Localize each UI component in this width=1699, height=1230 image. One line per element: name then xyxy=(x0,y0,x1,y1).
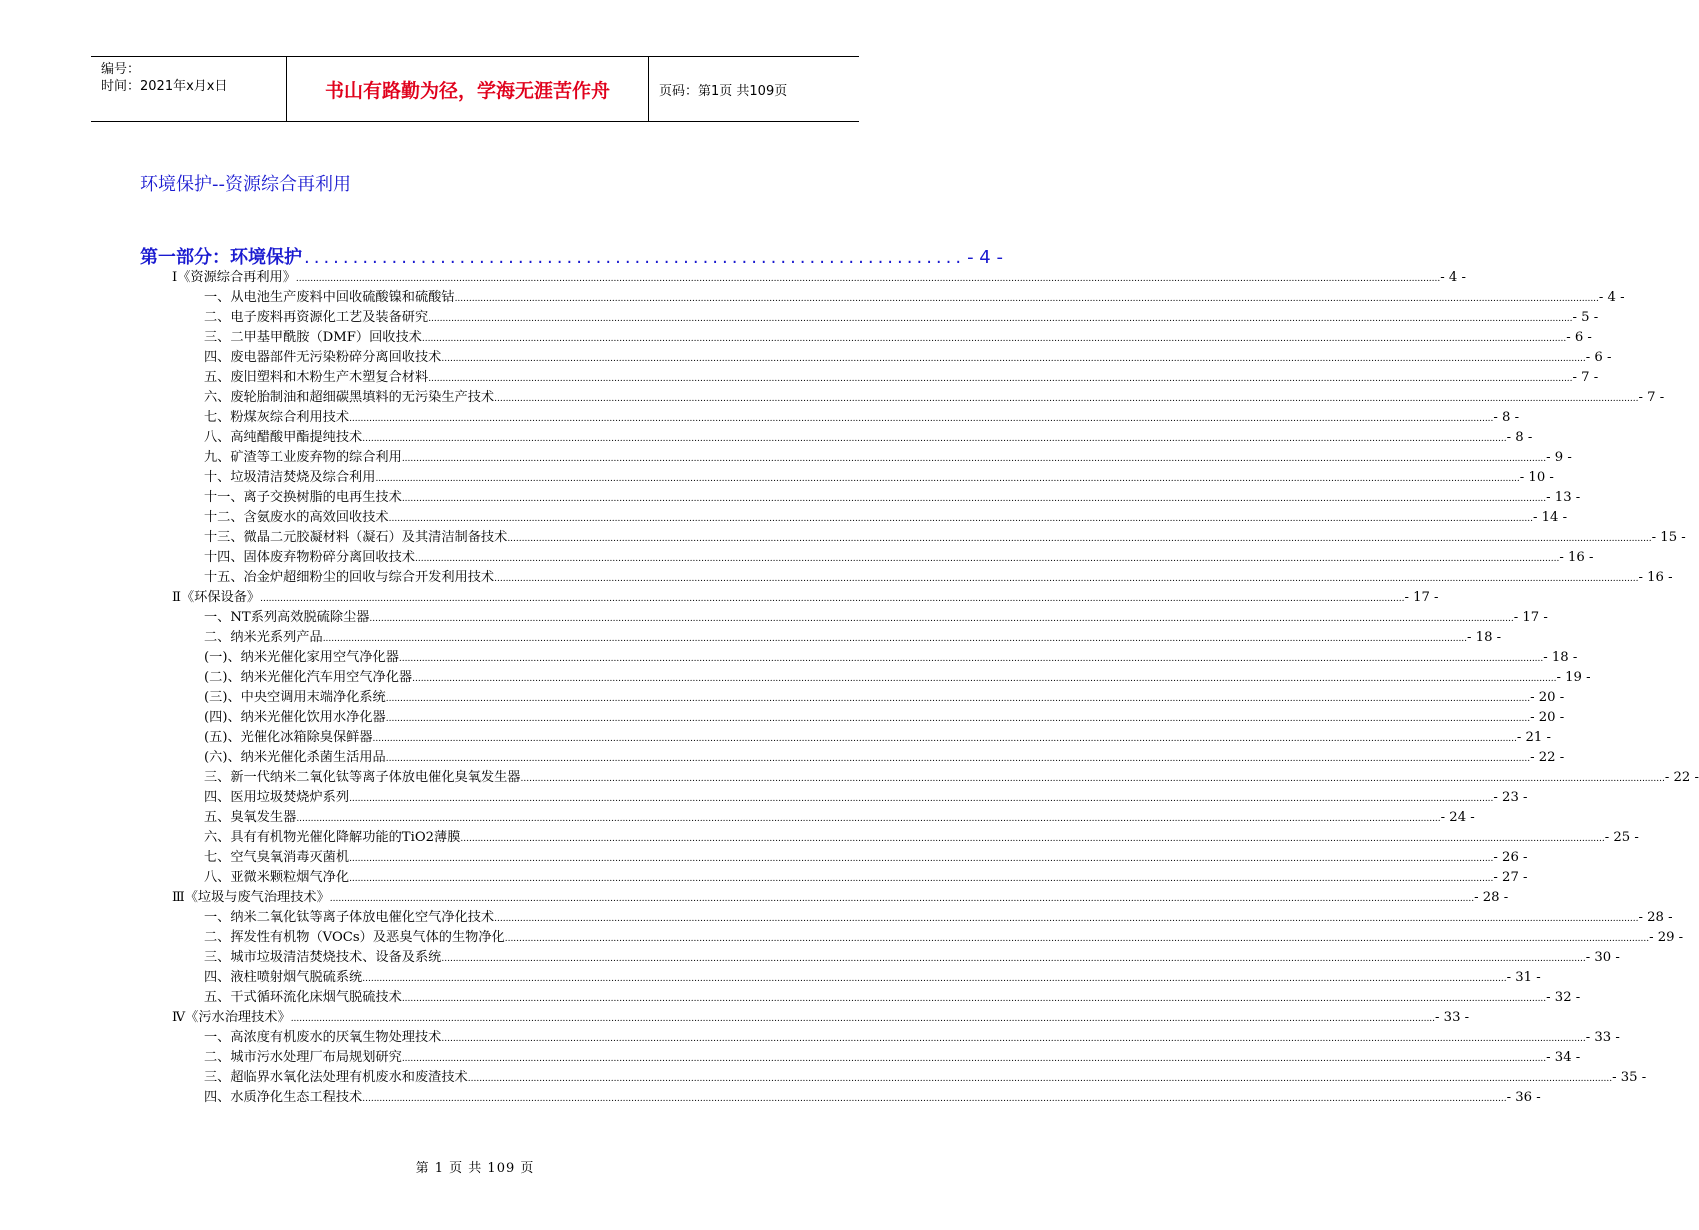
toc-entry-label: 三、新一代纳米二氧化钛等离子体放电催化臭氧发生器 xyxy=(204,770,521,785)
leader-dots: ................................................................................................................................................................................................................................................................................................................................................................................................................ xyxy=(441,954,1586,964)
page-info: 页码：第1页 共109页 xyxy=(659,83,788,99)
toc-entry[interactable] xyxy=(204,968,1541,988)
toc-entry-label: 四、水质净化生态工程技术 xyxy=(204,1090,363,1105)
toc-entry[interactable] xyxy=(204,508,1568,528)
toc-entry[interactable] xyxy=(204,828,1639,848)
toc-entry-page: - 14 - xyxy=(1532,510,1568,525)
toc-entry-page: - 17 - xyxy=(1404,590,1439,605)
leader-dots: ................................................................................................................................................................................................................................................................................................................................................................................................................ xyxy=(362,434,1507,444)
toc-entry[interactable] xyxy=(172,588,1439,608)
toc-entry-page: - 33 - xyxy=(1585,1030,1620,1045)
toc-entry-page: - 13 - xyxy=(1546,490,1581,505)
leader-dots: ................................................................................................................................................................................................................................................................................................................................................................................................................ xyxy=(349,794,1494,804)
leader-dots: ................................................................................................................................................................................................................................................................................................................................................................................................................ xyxy=(385,754,1531,764)
toc-entry[interactable] xyxy=(204,1048,1581,1068)
toc-entry-label: 十、垃圾清洁焚烧及综合利用 xyxy=(204,470,376,485)
toc-entry-page: - 22 - xyxy=(1530,750,1565,765)
leader-dots: ................................................................................................................................................................................................................................................................................................................................................................................................................ xyxy=(290,1014,1436,1024)
leader-dots: ................................................................................................................................................................................................................................................................................................................................................................................................................ xyxy=(454,294,1599,304)
toc-entry-page: - 7 - xyxy=(1572,370,1599,385)
toc-entry[interactable] xyxy=(204,528,1686,548)
toc-entry-label: Ⅱ《环保设备》 xyxy=(172,590,261,605)
leader-dots: ................................................................................................................................................................................................................................................................................................................................................................................................................ xyxy=(401,494,1547,504)
leader-dots: ................................................................................................................................................................................................................................................................................................................................................................................................................ xyxy=(349,874,1494,884)
header-meta-cell xyxy=(91,57,287,121)
leader-dots: ................................................................................................................................................................................................................................................................................................................................................................................................................ xyxy=(362,974,1507,984)
leader-dots: ................................................................................................................................................................................................................................................................................................................................................................................................................ xyxy=(401,1054,1547,1064)
toc-entry-label: 八、高纯醋酸甲酯提纯技术 xyxy=(204,430,363,445)
toc-entry-label: 一、NT系列高效脱硫除尘器 xyxy=(204,610,370,625)
toc-entry[interactable] xyxy=(204,868,1528,888)
toc-entry-label: Ⅲ《垃圾与废气治理技术》 xyxy=(172,890,330,905)
part-page: - 4 - xyxy=(967,247,1003,268)
number-label: 编号： xyxy=(101,62,141,77)
toc-entry[interactable] xyxy=(204,388,1665,408)
toc-entry-page: - 7 - xyxy=(1638,390,1665,405)
toc-entry-label: 十四、固体废弃物粉碎分离回收技术 xyxy=(204,550,415,565)
toc-entry-page: - 9 - xyxy=(1546,450,1572,465)
toc-entry-page: - 5 - xyxy=(1572,310,1599,325)
toc-entry-label: 二、电子废料再资源化工艺及装备研究 xyxy=(204,310,429,325)
toc-entry-page: - 32 - xyxy=(1546,990,1581,1005)
toc-entry-page: - 23 - xyxy=(1493,790,1528,805)
toc-entry[interactable] xyxy=(172,1008,1470,1028)
toc-entry[interactable] xyxy=(204,408,1520,428)
toc-entry[interactable] xyxy=(204,1028,1620,1048)
leader-dots: ................................................................................................................................................................................................................................................................................................................................................................................................................ xyxy=(415,554,1560,564)
toc-entry-page: - 35 - xyxy=(1612,1070,1647,1085)
leader-dots: ................................................................................................................................................................................................................................................................................................................................................................................................................ xyxy=(428,374,1573,384)
toc-entry-label: 一、高浓度有机废水的厌氧生物处理技术 xyxy=(204,1030,442,1045)
toc-entry[interactable] xyxy=(204,788,1528,808)
leader-dots: ................................................................................................................................................................................................................................................................................................................................................................................................................ xyxy=(388,514,1533,524)
leader-dots: ................................................................................................................................................................................................................................................................................................................................................................................................................ xyxy=(412,674,1557,684)
toc-entry[interactable] xyxy=(204,448,1572,468)
toc-entry-page: - 28 - xyxy=(1638,910,1673,925)
toc-entry-label: Ⅰ《资源综合再利用》 xyxy=(172,270,296,285)
toc-entry-label: (六)、纳米光催化杀菌生活用品 xyxy=(204,750,386,765)
toc-entry-label: 四、废电器部件无污染粉碎分离回收技术 xyxy=(204,350,442,365)
toc-entry-page: - 28 - xyxy=(1474,890,1509,905)
toc-entry-page: - 21 - xyxy=(1516,730,1551,745)
leader-dots: ................................................................................................................................................................................................................................................................................................................................................................................................................ xyxy=(467,1074,1613,1084)
toc-entry[interactable] xyxy=(204,288,1625,308)
toc-entry-label: 四、医用垃圾焚烧炉系列 xyxy=(204,790,350,805)
toc-entry-page: - 20 - xyxy=(1530,690,1565,705)
toc-entry-label: (五)、光催化冰箱除臭保鲜器 xyxy=(204,730,373,745)
toc-entry[interactable] xyxy=(204,1068,1647,1088)
toc-entry-page: - 24 - xyxy=(1440,810,1475,825)
toc-entry[interactable] xyxy=(204,768,1699,788)
toc-entry[interactable] xyxy=(204,948,1620,968)
toc-entry-label: 十三、微晶二元胶凝材料（凝石）及其清洁制备技术 xyxy=(204,530,508,545)
leader-dots: ................................................................................................................................................................................................................................................................................................................................................................................................................ xyxy=(401,994,1547,1004)
toc-entry[interactable] xyxy=(204,568,1673,588)
toc-entry-label: 十五、冶金炉超细粉尘的回收与综合开发利用技术 xyxy=(204,570,495,585)
leader-dots: ................................................................................................................................................................................................................................................................................................................................................................................................................ xyxy=(494,394,1639,404)
toc-entry[interactable] xyxy=(204,908,1673,928)
toc-entry[interactable] xyxy=(204,1088,1541,1108)
toc-entry-label: 十一、离子交换树脂的电再生技术 xyxy=(204,490,402,505)
toc-entry[interactable] xyxy=(204,648,1578,668)
toc-entry-page: - 6 - xyxy=(1566,330,1592,345)
toc-entry-label: 一、纳米二氧化钛等离子体放电催化空气净化技术 xyxy=(204,910,495,925)
toc-entry-label: 五、臭氧发生器 xyxy=(204,810,297,825)
toc-entry-label: (三)、中央空调用末端净化系统 xyxy=(204,690,386,705)
toc-entry[interactable] xyxy=(204,428,1533,448)
toc-entry-page: - 34 - xyxy=(1546,1050,1581,1065)
toc-entry-label: 二、城市污水处理厂布局规划研究 xyxy=(204,1050,402,1065)
leader-dots: ................................................................................................................................................................................................................................................................................................................................................................................................................ xyxy=(504,934,1650,944)
leader-dots: ................................................................................................................................................................................................................................................................................................................................................................................................................ xyxy=(295,274,1441,284)
toc-entry-label: 八、亚微米颗粒烟气净化 xyxy=(204,870,350,885)
toc-entry-label: 十二、含氨废水的高效回收技术 xyxy=(204,510,389,525)
leader-dots: ................................................................................................................................................................................................................................................................................................................................................................................................................ xyxy=(398,654,1544,664)
toc-entry[interactable] xyxy=(204,728,1551,748)
toc-entry-label: 一、从电池生产废料中回收硫酸镍和硫酸钴 xyxy=(204,290,455,305)
toc-entry-page: - 25 - xyxy=(1604,830,1639,845)
toc-entry-label: (二)、纳米光催化汽车用空气净化器 xyxy=(204,670,413,685)
toc-entry-label: 三、超临界水氧化法处理有机废水和废渣技术 xyxy=(204,1070,468,1085)
toc-entry[interactable] xyxy=(204,548,1594,568)
toc-entry[interactable] xyxy=(204,708,1565,728)
leader-dots: ................................................................................................................................................................................................................................................................................................................................................................................................................ xyxy=(349,854,1494,864)
toc-entry-label: 三、二甲基甲酰胺（DMF）回收技术 xyxy=(204,330,422,345)
leader-dots: ................................................................................................................................................................................................................................................................................................................................................................................................................ xyxy=(441,1034,1586,1044)
toc-entry[interactable] xyxy=(204,308,1599,328)
toc-entry-page: - 4 - xyxy=(1598,290,1625,305)
leader-dots: ................................................................................................................................................................................................................................................................................................................................................................................................................ xyxy=(494,914,1639,924)
toc-entry[interactable] xyxy=(204,688,1565,708)
toc-entry-page: - 22 - xyxy=(1664,770,1699,785)
toc-entry[interactable] xyxy=(204,748,1565,768)
leader-dots: ................................................................................................................................................................................................................................................................................................................................................................................................................ xyxy=(428,314,1573,324)
leader-dots: ................................................................................................................................................................................................................................................................................................................................................................................................................ xyxy=(375,474,1520,484)
toc-entry-page: - 31 - xyxy=(1506,970,1541,985)
toc-entry-label: 四、液柱喷射烟气脱硫系统 xyxy=(204,970,363,985)
toc-entry-page: - 8 - xyxy=(1506,430,1533,445)
toc-entry-label: 六、废轮胎制油和超细碳黑填料的无污染生产技术 xyxy=(204,390,495,405)
toc-entry-label: 二、挥发性有机物（VOCs）及恶臭气体的生物净化 xyxy=(204,930,505,945)
toc-entry-label: 七、空气臭氧消毒灭菌机 xyxy=(204,850,350,865)
toc-entry[interactable] xyxy=(204,348,1612,368)
toc-entry-label: 九、矿渣等工业废弃物的综合利用 xyxy=(204,450,402,465)
toc-entry-label: 五、废旧塑料和木粉生产木塑复合材料 xyxy=(204,370,429,385)
toc-entry-page: - 15 - xyxy=(1651,530,1686,545)
part-label: 第一部分：环境保护 xyxy=(140,247,302,268)
time-label: 时间：2021年x月x日 xyxy=(101,79,228,94)
toc-entry-page: - 16 - xyxy=(1559,550,1594,565)
header-table xyxy=(91,56,859,122)
leader-dots: ................................................................................................................................................................................................................................................................................................................................................................................................................ xyxy=(520,774,1665,784)
toc-entry[interactable] xyxy=(204,988,1581,1008)
page-footer: 第 1 页 共 109 页 xyxy=(415,1161,535,1176)
toc-entry-page: - 18 - xyxy=(1467,630,1502,645)
leader-dots: ................................................................................................................................................................................................................................................................................................................................................................................................................ xyxy=(460,834,1605,844)
toc-entry-label: 二、纳米光系列产品 xyxy=(204,630,323,645)
toc-entry-label: (一)、纳米光催化家用空气净化器 xyxy=(204,650,399,665)
leader-dots: ................................................................................................................................................................................................................................................................................................................................................................................................................ xyxy=(507,534,1652,544)
toc-entry-label: (四)、纳米光催化饮用水净化器 xyxy=(204,710,386,725)
toc-entry[interactable] xyxy=(204,488,1581,508)
leader-dots: ................................................................................................................................................................................................................................................................................................................................................................................................................ xyxy=(441,354,1586,364)
toc-entry[interactable] xyxy=(204,668,1591,688)
toc-entry[interactable] xyxy=(204,468,1554,488)
leader-dots: ................................................................................................................................................................................................................................................................................................................................................................................................................ xyxy=(372,734,1517,744)
leader-dots: ................................................................................................................................................................................................................................................................................................................................................................................................................ xyxy=(322,634,1468,644)
leader-dots: ................................................................................................................................................................................................................................................................................................................................................................................................................ xyxy=(296,814,1441,824)
toc-entry-page: - 20 - xyxy=(1530,710,1565,725)
toc-entry-label: 五、干式循环流化床烟气脱硫技术 xyxy=(204,990,402,1005)
toc-entry-page: - 30 - xyxy=(1585,950,1620,965)
leader-dots: ................................................................................................................................................................................................................................................................................................................................................................................................................ xyxy=(421,334,1567,344)
toc-entry-label: 七、粉煤灰综合利用技术 xyxy=(204,410,350,425)
toc-entry-page: - 36 - xyxy=(1506,1090,1541,1105)
toc-entry-page: - 16 - xyxy=(1638,570,1673,585)
toc-part-heading[interactable] xyxy=(140,243,1003,269)
toc-entry[interactable] xyxy=(204,808,1475,828)
toc-entry[interactable] xyxy=(204,928,1684,948)
toc-entry-label: Ⅳ《污水治理技术》 xyxy=(172,1010,291,1025)
toc-entry[interactable] xyxy=(172,888,1509,908)
leader-dots: ................................................................................................................................................................................................................................................................................................................................................................................................................ xyxy=(349,414,1494,424)
leader-dots: ................................................................................................................................................................................................................................................................................................................................................................................................................ xyxy=(401,454,1547,464)
document-title: 环境保护--资源综合再利用 xyxy=(140,174,351,195)
toc-entry[interactable] xyxy=(172,268,1466,288)
toc-entry-page: - 33 - xyxy=(1435,1010,1470,1025)
leader-dots: ................................................................................................................................................................................................................................................................................................................................................................................................................ xyxy=(362,1094,1507,1104)
leader-dots: ................................................................................................................................................................................................................................................................................................................................................................................................................ xyxy=(494,574,1639,584)
toc-entry-page: - 26 - xyxy=(1493,850,1528,865)
leader-dots: ................................................................................................................................................................................................................................................................................................................................................................................................................ xyxy=(385,694,1531,704)
toc-entry-label: 三、城市垃圾清洁焚烧技术、设备及系统 xyxy=(204,950,442,965)
toc-entry-page: - 17 - xyxy=(1513,610,1548,625)
toc-entry[interactable] xyxy=(204,848,1528,868)
toc-entry-page: - 6 - xyxy=(1585,350,1612,365)
toc-entry-page: - 27 - xyxy=(1493,870,1528,885)
leader-dots: ................................................................................................................................................................................................................................................................................................................................................................................................................ xyxy=(329,894,1475,904)
leader-dots: ................................................................................................................................................................................................................................................................................................................................................................................................................ xyxy=(369,614,1514,624)
toc-entry-page: - 8 - xyxy=(1493,410,1520,425)
toc-entry-label: 六、具有有机物光催化降解功能的TiO2薄膜 xyxy=(204,830,461,845)
toc-entry-page: - 10 - xyxy=(1519,470,1554,485)
toc-entry[interactable] xyxy=(204,628,1502,648)
toc-entry-page: - 4 - xyxy=(1440,270,1466,285)
toc-entry[interactable] xyxy=(204,608,1548,628)
toc-entry[interactable] xyxy=(204,368,1599,388)
leader-dots: .................................................................... xyxy=(304,247,966,268)
toc-entry-page: - 29 - xyxy=(1649,930,1684,945)
toc-entry-page: - 18 - xyxy=(1543,650,1578,665)
toc-entry[interactable] xyxy=(204,328,1592,348)
leader-dots: ................................................................................................................................................................................................................................................................................................................................................................................................................ xyxy=(260,594,1405,604)
motto: 书山有路勤为径，学海无涯苦作舟 xyxy=(287,57,649,121)
toc-entry-page: - 19 - xyxy=(1556,670,1591,685)
leader-dots: ................................................................................................................................................................................................................................................................................................................................................................................................................ xyxy=(385,714,1531,724)
